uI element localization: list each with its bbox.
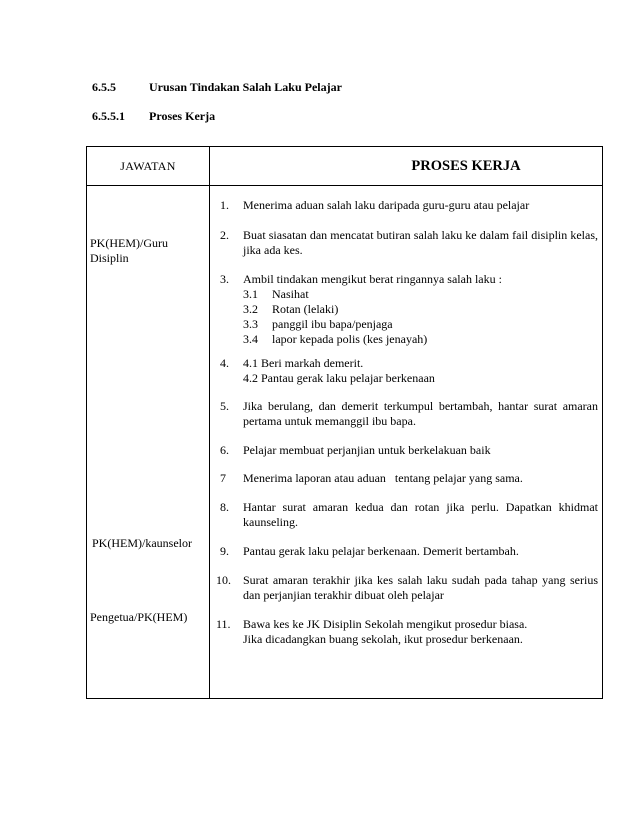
table-body-row xyxy=(87,186,603,699)
sub-item xyxy=(243,317,598,332)
step-text-block xyxy=(243,617,598,647)
step-number: 10. xyxy=(216,573,231,587)
step-text: Ambil tindakan mengikut berat ringannya salah laku : xyxy=(243,272,502,286)
step-number: 5. xyxy=(220,399,229,413)
role-pengetua-pk-hem: Pengetua/PK(HEM) xyxy=(90,610,188,624)
sub-number: 3.1 xyxy=(243,287,258,301)
step-number: 6. xyxy=(220,443,229,457)
sub-text: Nasihat xyxy=(272,287,309,301)
step-text: Jika berulang, dan demerit terkumpul bertambah, hantar surat amaran pertama untuk memanggil ibu bapa. xyxy=(243,399,598,428)
step-number: 2. xyxy=(220,228,229,242)
step-number: 1. xyxy=(220,198,229,212)
sub-item xyxy=(243,302,598,317)
step-number: 3. xyxy=(220,272,229,286)
sub-number: 3.3 xyxy=(243,317,258,331)
step-text: Bawa kes ke JK Disiplin Sekolah mengikut prosedur biasa. xyxy=(243,617,528,631)
step-number: 8. xyxy=(220,500,229,514)
step-number: 4. xyxy=(220,356,229,370)
sub-text: lapor kepada polis (kes jenayah) xyxy=(272,332,428,346)
roles-cell xyxy=(87,186,210,699)
step-number: 9. xyxy=(220,544,229,558)
section-number: 6.5.5 xyxy=(92,80,116,94)
section-heading-6-5-5-1 xyxy=(92,109,215,124)
step-text-block xyxy=(243,272,598,347)
step-text: Buat siasatan dan mencatat butiran salah laku ke dalam fail disiplin kelas, jika ada kes. xyxy=(243,228,598,257)
step-text: Surat amaran terakhir jika kes salah laku sudah pada tahap yang serius dan perjanjian terakhir dibuat oleh pelajar xyxy=(243,573,598,602)
step-number: 11. xyxy=(216,617,231,631)
sub-item xyxy=(243,287,598,302)
header-proses-kerja: PROSES KERJA xyxy=(210,147,603,186)
steps-cell xyxy=(210,186,603,699)
step-text: Pelajar membuat perjanjian untuk berkelakuan baik xyxy=(243,443,491,457)
sub-list xyxy=(243,287,598,347)
section-title: Urusan Tindakan Salah Laku Pelajar xyxy=(149,80,342,94)
step-text: Menerima aduan salah laku daripada guru-guru atau pelajar xyxy=(243,198,530,212)
step-text-block xyxy=(243,356,598,386)
sub-text: panggil ibu bapa/penjaga xyxy=(272,317,393,331)
step-text: Pantau gerak laku pelajar berkenaan. Demerit bertambah. xyxy=(243,544,519,558)
step-text-2: Jika dicadangkan buang sekolah, ikut prosedur berkenaan. xyxy=(243,632,523,646)
section-number: 6.5.5.1 xyxy=(92,109,125,123)
section-title: Proses Kerja xyxy=(149,109,216,123)
role-pk-hem-guru-disiplin: PK(HEM)/Guru Disiplin xyxy=(90,236,168,265)
section-heading-6-5-5 xyxy=(92,80,342,95)
step-text-2: 4.2 Pantau gerak laku pelajar berkenaan xyxy=(243,371,435,385)
sub-item xyxy=(243,332,598,347)
step-number: 7 xyxy=(220,471,226,485)
role-pk-hem-kaunselor: PK(HEM)/kaunselor xyxy=(92,536,192,550)
process-table xyxy=(86,146,603,699)
sub-text: Rotan (lelaki) xyxy=(272,302,339,316)
table-header-row xyxy=(87,147,603,186)
sub-number: 3.2 xyxy=(243,302,258,316)
step-text: Menerima laporan atau aduan tentang pelajar yang sama. xyxy=(243,471,523,485)
step-text: 4.1 Beri markah demerit. xyxy=(243,356,364,370)
step-text: Hantar surat amaran kedua dan rotan jika perlu. Dapatkan khidmat kaunseling. xyxy=(243,500,598,529)
sub-number: 3.4 xyxy=(243,332,258,346)
header-jawatan: JAWATAN xyxy=(87,147,210,186)
